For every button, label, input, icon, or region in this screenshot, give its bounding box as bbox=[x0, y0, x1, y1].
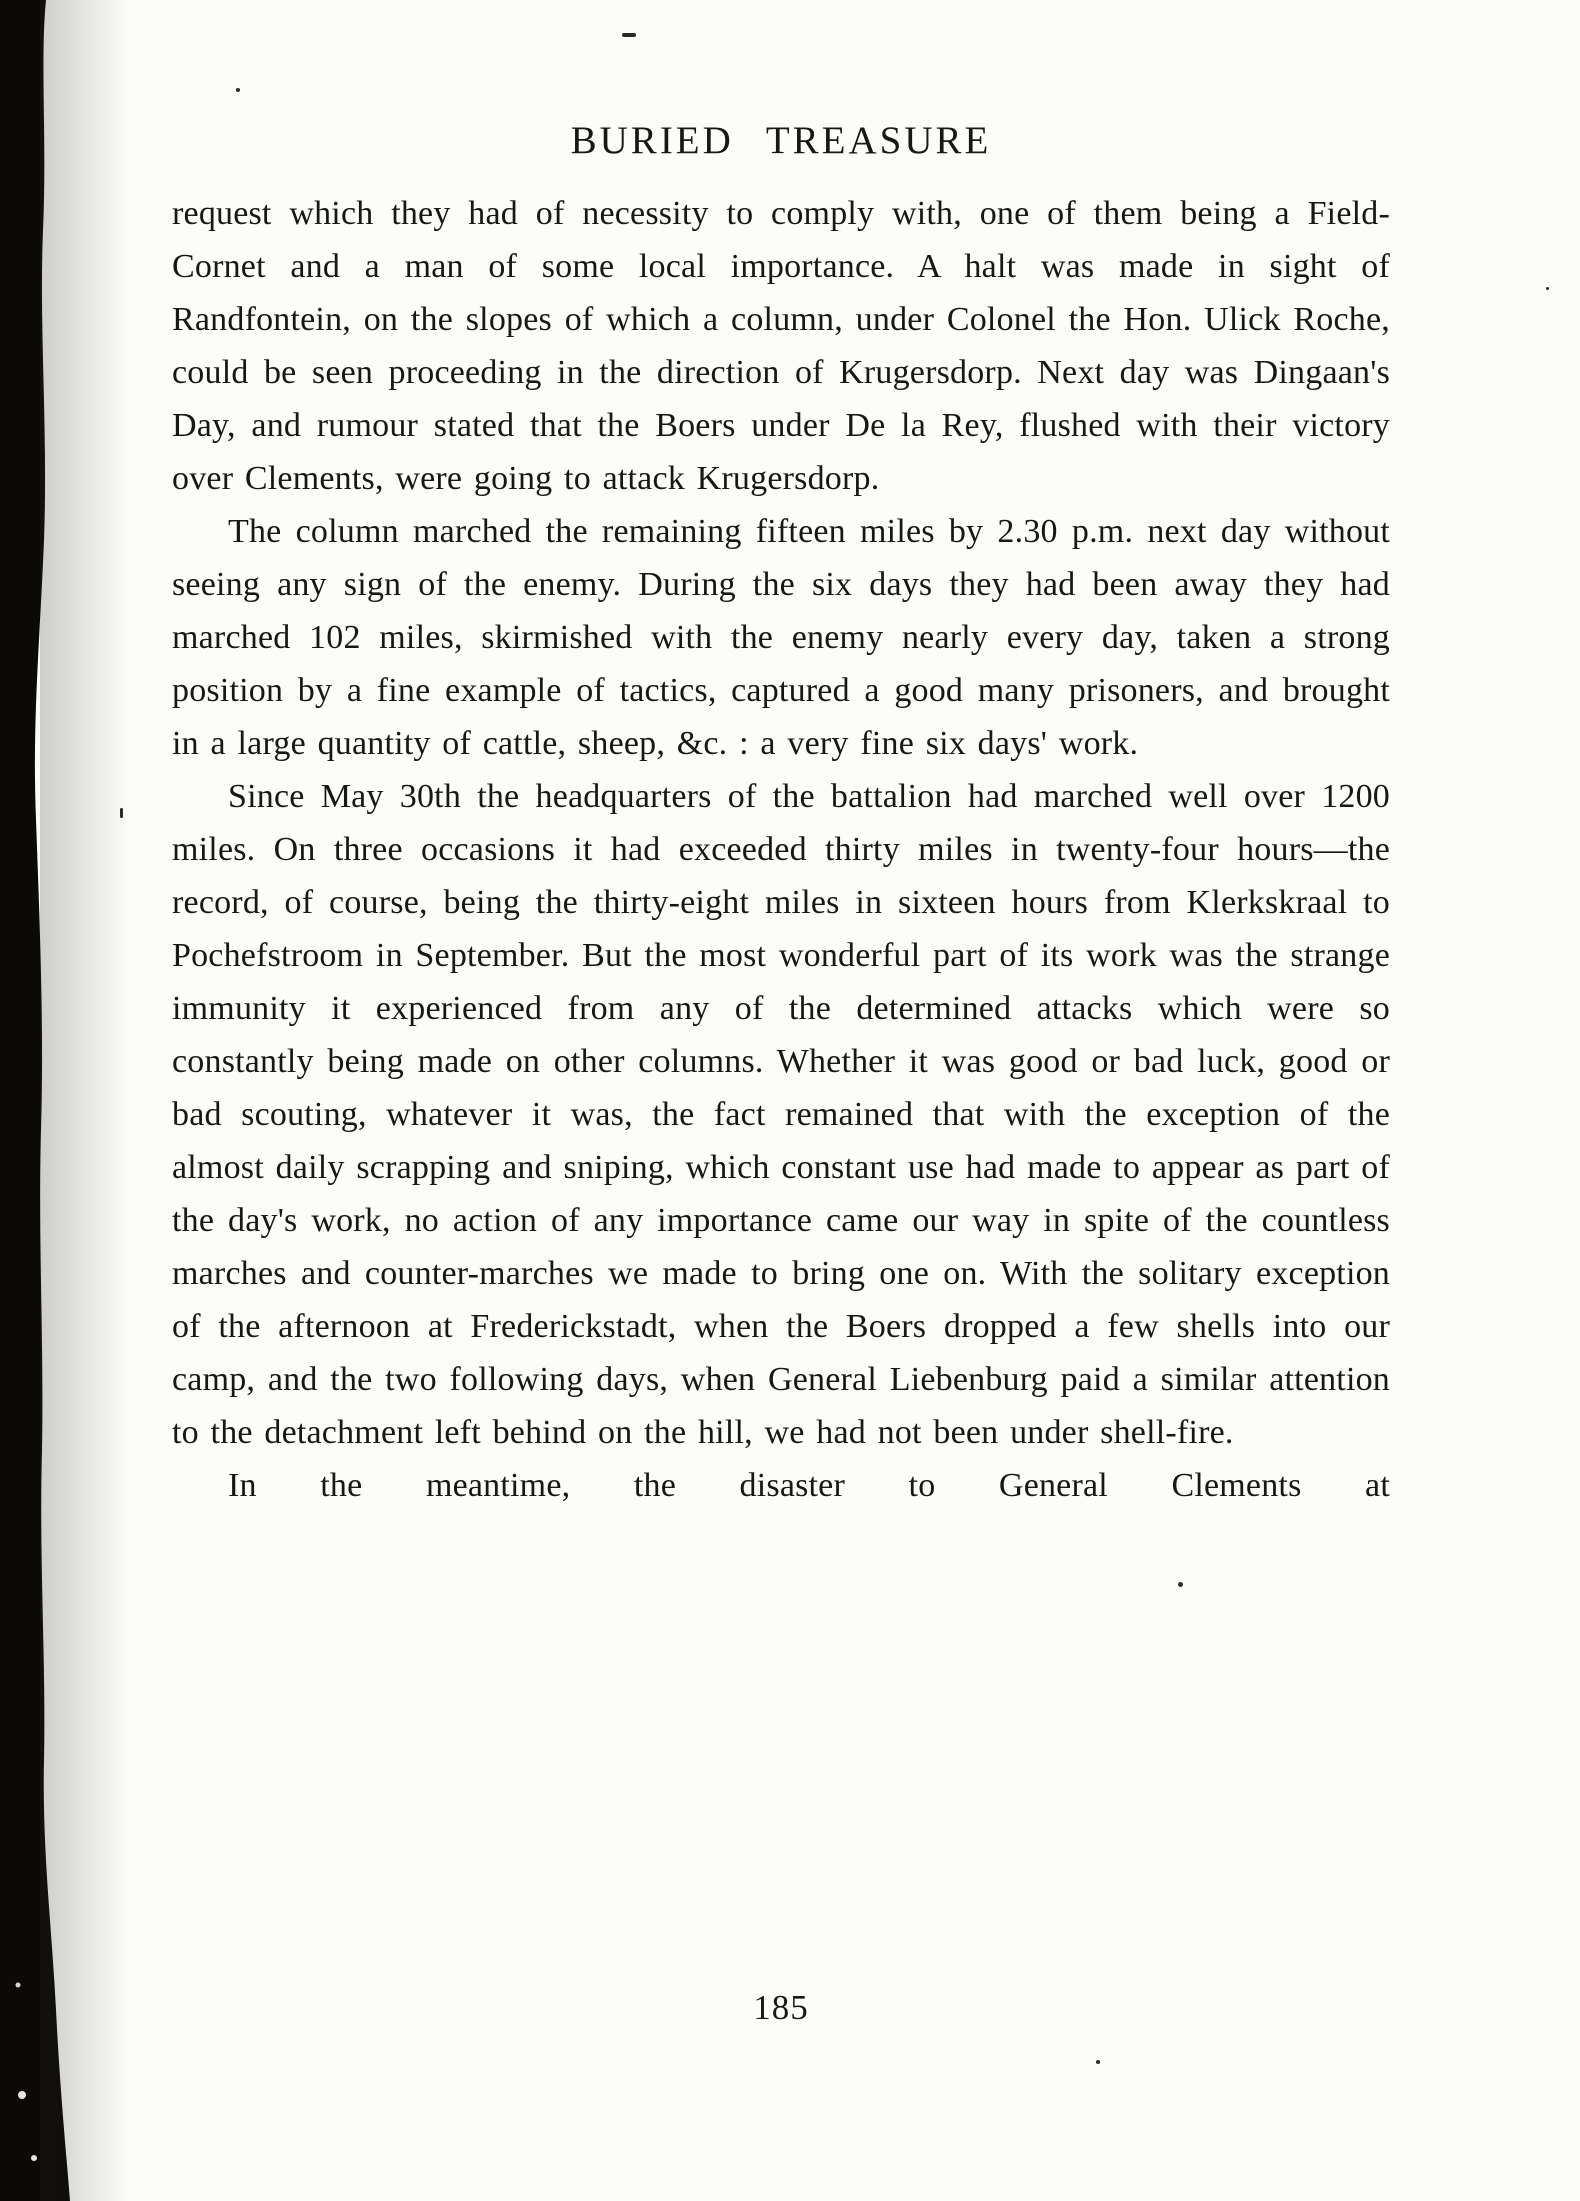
gutter-shadow bbox=[40, 0, 130, 2201]
scan-speck bbox=[120, 808, 123, 818]
scan-speck bbox=[622, 33, 636, 37]
paragraph: Since May 30th the headquarters of the battalion had marched well over 1200 miles. On three occasions it had exceeded thirty miles in twenty-four hours—the record, of course, being the thirty-eight miles in sixteen hours from Klerkskraal to Pochefstroom in September. But the most wonderful part of its work was the strange immunity it experienced from any of the determined attacks which were so constantly being made on other columns. Whether it was good or bad luck, good or bad scouting, whatever it was, the fact remained that with the exception of the almost daily scrapping and sniping, which constant use had made to appear as part of the day's work, no action of any importance came our way in spite of the countless marches and counter-marches we made to bring one on. With the solitary exception of the afternoon at Frederickstadt, when the Boers dropped a few shells into our camp, and the two following days, when General Liebenburg paid a similar attention to the detachment left behind on the hill, we had not been under shell-fire. bbox=[172, 778, 1390, 1451]
scan-speck bbox=[1546, 287, 1549, 290]
scan-speck bbox=[1178, 1582, 1183, 1587]
scan-speck bbox=[236, 88, 240, 92]
binding-edge bbox=[0, 0, 90, 2201]
scan-speck bbox=[1096, 2060, 1100, 2064]
paragraph: request which they had of necessity to comply with, one of them being a Field-Cornet and a man of some local importance. A halt was made in sight of Randfontein, on the slopes of which a column, under Colonel the Hon. Ulick Roche, could be seen proceeding in the direction of Krugersdorp. Next day was Dingaan's Day, and rumour stated that the Boers under De la Rey, flushed with their victory over Clements, were going to attack Krugersdorp. bbox=[172, 195, 1390, 497]
paragraph: The column marched the remaining fifteen miles by 2.30 p.m. next day without seeing any sign of the enemy. During the six days they had been away they had marched 102 miles, skirmished with the enemy nearly every day, taken a strong position by a fine example of tactics, captured a good many prisoners, and brought in a large quantity of cattle, sheep, &c. : a very fine six days' work. bbox=[172, 513, 1390, 762]
text-block bbox=[172, 118, 1390, 1512]
page-title: BURIED TREASURE bbox=[570, 119, 992, 162]
paragraph: In the meantime, the disaster to General Clements at bbox=[228, 1467, 1390, 1504]
page-number: 185 bbox=[753, 1988, 809, 2027]
